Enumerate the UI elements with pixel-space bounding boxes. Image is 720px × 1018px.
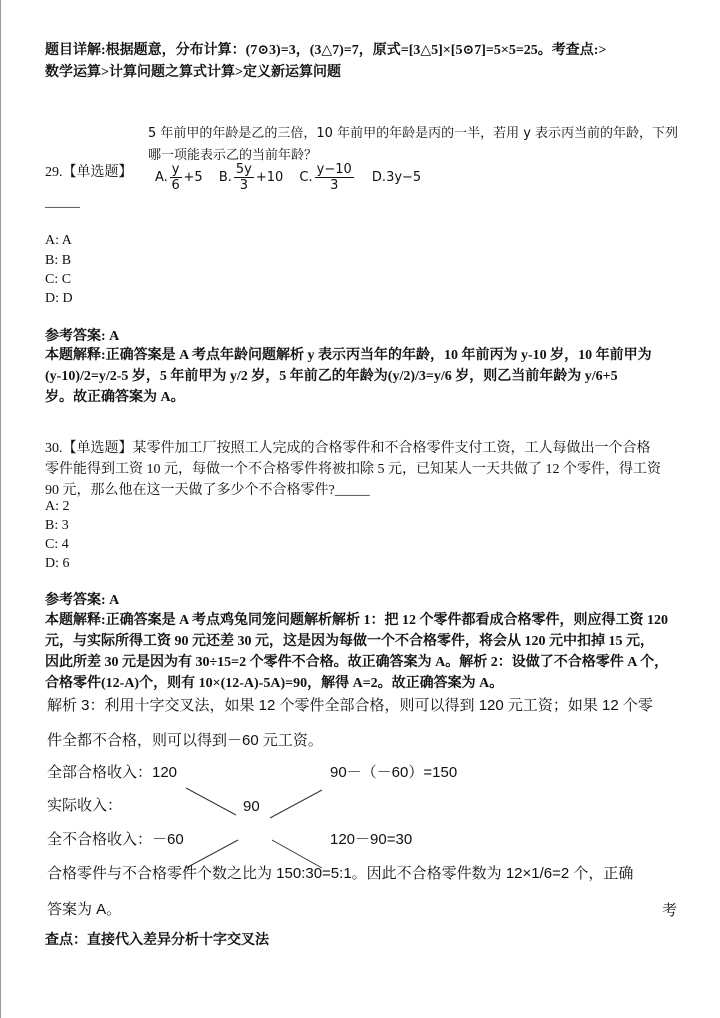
image-text-line: 5 年前甲的年龄是乙的三倍，10 年前甲的年龄是丙的一半，若用 y 表示丙当前的年龄，下列 xyxy=(148,126,679,141)
conclusion-line: 答案为 A。 xyxy=(47,901,122,918)
method3-line: 解析 3：利用十字交叉法，如果 12 个零件全部合格，则可以得到 120 元工资；如果 12 个零 xyxy=(47,697,653,714)
q30-explanation-line: 合格零件(12-A)个，则有 10×(12-A)-5A)=90，解得 A=2。故正确答案为 A。 xyxy=(45,676,504,691)
method3-line: 件全都不合格，则可以得到－60 元工资。 xyxy=(47,732,323,749)
image-text-line: 哪一项能表示乙的当前年龄？ xyxy=(148,148,318,163)
q30-question-line: 零件能得到工资 10 元，每做一个不合格零件将被扣除 5 元，已知某人一天共做了 12 个零件，得工资 xyxy=(45,462,661,477)
q30-option[interactable]: C: 4 xyxy=(45,537,69,552)
q29-explanation-line: 本题解释:正确答案是 A 考点年龄问题解析 y 表示丙当年的年龄，10 年前丙为 y-10 岁，10 年前甲为 xyxy=(45,348,652,363)
q29-option[interactable]: A: A xyxy=(45,233,72,248)
q29-answer: 参考答案: A xyxy=(45,329,120,344)
q30-question-line: 30.【单选题】某零件加工厂按照工人完成的合格零件和不合格零件支付工资，工人每做出一个合格 xyxy=(45,441,651,456)
q29-explanation-line: 岁。故正确答案为 A。 xyxy=(45,390,185,405)
conclusion-line: 合格零件与不合格零件个数之比为 150:30=5:1。因此不合格零件数为 12×1/6=2 个，正确 xyxy=(47,865,634,882)
q30-explanation-line: 因此所差 30 元是因为有 30÷15=2 个零件不合格。故正确答案为 A。解析 2：设做了不合格零件 A 个， xyxy=(45,655,669,670)
cross-top-left: 全部合格收入：120 xyxy=(47,764,178,781)
cross-top-right: 90－（－60）=150 xyxy=(330,764,458,781)
cross-bottom-left: 全不合格收入：－60 xyxy=(47,831,184,848)
q30-answer: 参考答案: A xyxy=(45,593,120,608)
image-option-d: D.3y−5 xyxy=(371,170,422,185)
cross-center: 90 xyxy=(243,798,260,815)
cross-bottom-right: 120－90=30 xyxy=(330,831,413,848)
cross-mid-left: 实际收入： xyxy=(47,797,123,814)
q30-option[interactable]: A: 2 xyxy=(45,499,70,514)
q30-explanation-line: 元，与实际所得工资 90 元还差 30 元，这是因为每做一个不合格零件，将会从 120 元中扣掉 15 元， xyxy=(45,634,654,649)
image-option-b: B. $\frac{5y}{3}$ +10 xyxy=(218,162,284,193)
cross-line xyxy=(186,840,238,868)
cross-line xyxy=(186,788,236,815)
q29-explanation-line: (y-10)/2=y/2-5 岁，5 年前甲为 y/2 岁，5 年前乙的年龄为(y/2)/3=y/6 岁，则乙当前年龄为 y/6+5 xyxy=(45,369,618,384)
q30-question-line: 90 元，那么他在这一天做了多少个不合格零件?_____ xyxy=(45,483,370,498)
q30-option[interactable]: D: 6 xyxy=(45,556,70,571)
q29-option[interactable]: B: B xyxy=(45,253,72,268)
cross-line xyxy=(270,790,322,818)
cross-line xyxy=(272,840,322,868)
topic-line: 查点：直接代入差异分析十字交叉法 xyxy=(45,933,269,948)
stray-char: 考 xyxy=(662,902,678,919)
q30-explanation-line: 本题解释:正确答案是 A 考点鸡兔同笼问题解析解析 1：把 12 个零件都看成合格零件，则应得工资 120 xyxy=(45,613,668,628)
q30-option[interactable]: B: 3 xyxy=(45,518,69,533)
image-option-c: C. $\frac{y-10}{3}$ xyxy=(299,162,352,193)
prev-explanation-line: 题目详解:根据题意，分布计算：(7⊙3)=3，(3△7)=7，原式=[3△5]×[5⊙7]=5×5=25。考查点:> xyxy=(45,43,607,58)
prev-explanation-line: 数学运算>计算问题之算式计算>定义新运算问题 xyxy=(45,65,341,80)
q29-option[interactable]: C: C xyxy=(45,272,72,287)
image-option-a: A. $\frac{y}{6}$ +5 xyxy=(155,162,203,193)
q29-header: 29.【单选题】 xyxy=(45,165,133,180)
q29-blank: _____ xyxy=(45,195,80,210)
q29-option[interactable]: D: D xyxy=(45,291,73,306)
